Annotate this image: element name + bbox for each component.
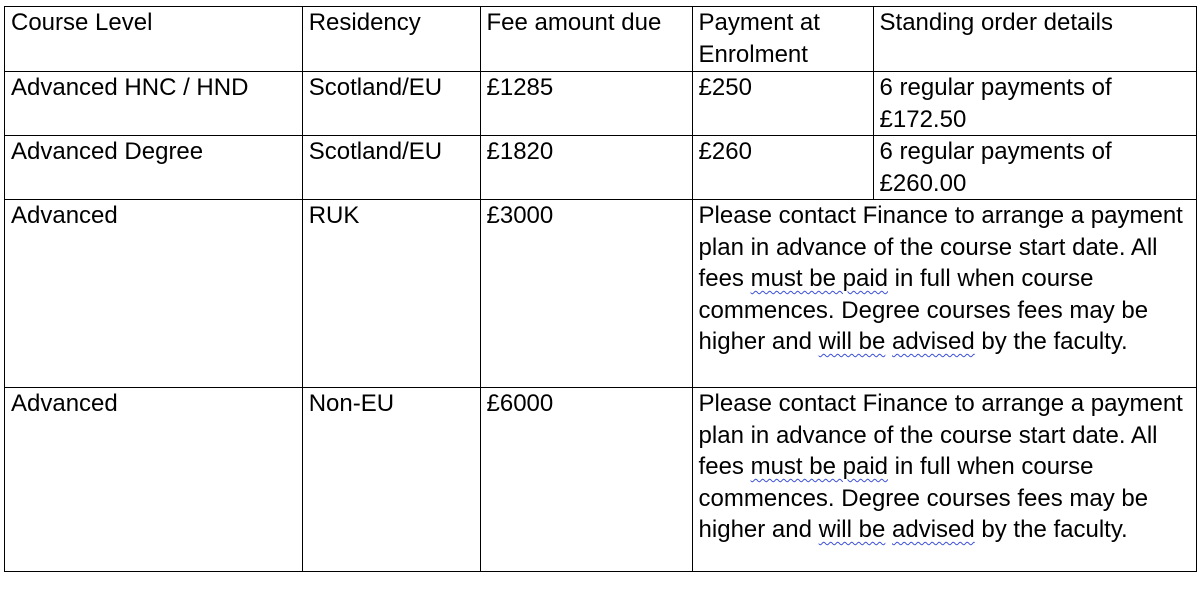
note-text xyxy=(885,328,892,355)
cell-residency: RUK xyxy=(302,200,480,388)
note-text: by the faculty. xyxy=(974,328,1128,355)
note-text: Please contact Finance to arrange a payment plan in advance of the course start date. All fees xyxy=(698,390,1183,480)
cell-course-level: Advanced Degree xyxy=(5,136,303,200)
note-text: by the faculty. xyxy=(974,516,1128,543)
cell-fee-amount-due: £1820 xyxy=(480,136,692,200)
spellcheck-underlined-text: must be paid xyxy=(750,453,888,480)
spellcheck-underlined-text: will be xyxy=(818,516,886,543)
note-text: Please contact Finance to arrange a payment plan in advance of the course start date. All fees xyxy=(698,202,1183,292)
table-row xyxy=(5,72,1197,136)
cell-payment-note xyxy=(692,388,1196,572)
note-text: in full when course commences. Degree courses fees may be higher and xyxy=(698,453,1149,543)
note-text: in full when course commences. Degree courses fees may be higher and xyxy=(698,265,1149,355)
table-row xyxy=(5,388,1197,572)
table-header-row xyxy=(5,7,1197,72)
table-row xyxy=(5,136,1197,200)
cell-fee-amount-due: £1285 xyxy=(480,72,692,136)
spellcheck-underlined-text: advised xyxy=(892,516,975,543)
spellcheck-underlined-text: advised xyxy=(892,328,975,355)
cell-course-level: Advanced xyxy=(5,388,303,572)
table-row xyxy=(5,200,1197,388)
header-course-level: Course Level xyxy=(5,7,303,72)
cell-residency: Scotland/EU xyxy=(302,136,480,200)
cell-payment-note xyxy=(692,200,1196,388)
cell-residency: Scotland/EU xyxy=(302,72,480,136)
header-standing-order-details: Standing order details xyxy=(873,7,1196,72)
cell-standing-order-details: 6 regular payments of £172.50 xyxy=(873,72,1196,136)
note-text xyxy=(885,516,892,543)
header-fee-amount-due: Fee amount due xyxy=(480,7,692,72)
cell-course-level: Advanced HNC / HND xyxy=(5,72,303,136)
cell-standing-order-details: 6 regular payments of £260.00 xyxy=(873,136,1196,200)
spellcheck-underlined-text: will be xyxy=(818,328,886,355)
spellcheck-underlined-text: must be paid xyxy=(750,265,888,292)
cell-fee-amount-due: £3000 xyxy=(480,200,692,388)
cell-payment-at-enrolment: £250 xyxy=(692,72,873,136)
cell-residency: Non-EU xyxy=(302,388,480,572)
cell-payment-at-enrolment: £260 xyxy=(692,136,873,200)
cell-course-level: Advanced xyxy=(5,200,303,388)
header-payment-at-enrolment: Payment at Enrolment xyxy=(692,7,873,72)
fee-table xyxy=(4,6,1197,572)
header-residency: Residency xyxy=(302,7,480,72)
cell-fee-amount-due: £6000 xyxy=(480,388,692,572)
